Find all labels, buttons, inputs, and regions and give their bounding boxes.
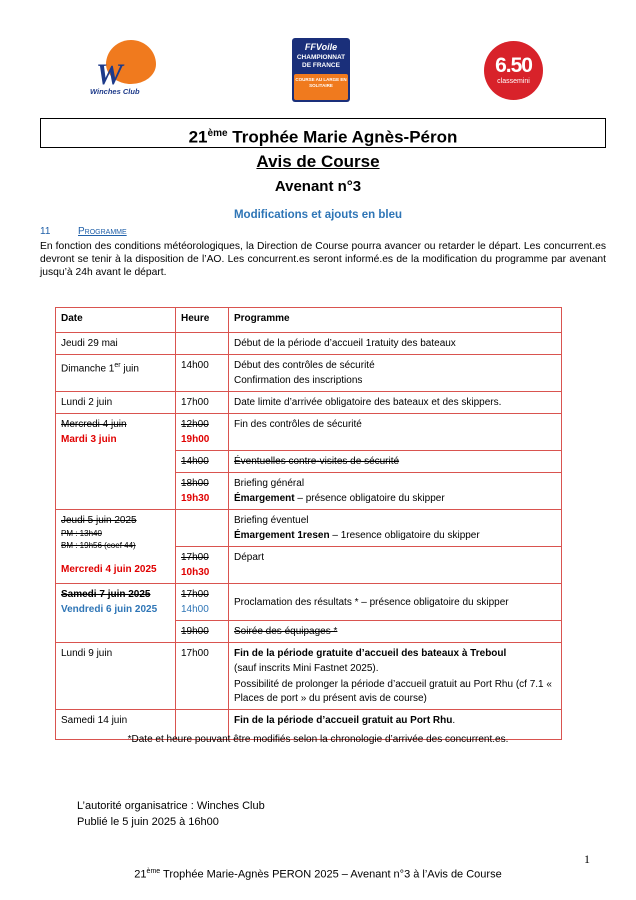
cell-prog: Début de la période d’accueil 1ratuity des bateaux: [229, 333, 562, 355]
mini-number: 6.50: [495, 54, 532, 77]
header-heure: Heure: [176, 308, 229, 333]
cell-date: Jeudi 29 mai: [56, 333, 176, 355]
ffvoile-brand: FFVoile: [304, 42, 338, 52]
time-new: 19h30: [181, 493, 210, 504]
table-row: [56, 392, 562, 414]
prog-line: Briefing général: [234, 478, 305, 489]
date-text: Dimanche 1: [61, 363, 115, 375]
time-old: 12h00: [181, 419, 209, 430]
table-row: [56, 584, 562, 621]
prog-line: Possibilité de prolonger la période d’accueil gratuit au Port Rhu (cf 7.1 « Places de port » du présent avis de course): [234, 679, 552, 704]
date-old: Mercredi 4 juin: [61, 419, 127, 430]
page-footer: [0, 868, 636, 881]
prog-rest: – présence obligatoire du skipper: [294, 493, 445, 504]
cell-prog: Départ: [229, 547, 562, 584]
intro-paragraph: En fonction des conditions météorologiques, la Direction de Course pourra avancer ou retarder le départ. Les concurrent.es devront se tenir à la disposition de l’AO. Les concurrent.es seront informé.es de la modification du programme par avenant jusqu’à 24h avant le départ.: [40, 241, 606, 278]
tide-bm: BM : 19h56 (coef 44): [61, 541, 136, 550]
time-old: 18h00: [181, 478, 209, 489]
cell-time: 14h00: [176, 451, 229, 473]
cell-date: [56, 584, 176, 643]
ffvoile-championnat: [292, 54, 350, 70]
published-line: Publié le 5 juin 2025 à 16h00: [77, 816, 219, 828]
table-row: [56, 355, 562, 392]
cell-prog: [229, 510, 562, 547]
table-row: [56, 414, 562, 451]
footer-rest: Trophée Marie-Agnès PERON 2025 – Avenant n°3 à l’Avis de Course: [160, 868, 502, 881]
ffvoile-logo: [292, 38, 350, 102]
tide-pm: PM : 13h40: [61, 529, 102, 538]
cell-prog: Fin des contrôles de sécurité: [229, 414, 562, 451]
cell-time: [176, 473, 229, 510]
date-old: Jeudi 5 juin 2025: [61, 515, 137, 526]
prog-line: Briefing éventuel: [234, 515, 309, 526]
prog-rest: – 1resence obligatoire du skipper: [329, 530, 480, 541]
header-programme: Programme: [229, 308, 562, 333]
organiser-line: L’autorité organisatrice : Winches Club: [77, 800, 265, 812]
cell-time: [176, 547, 229, 584]
date-new: Mercredi 4 juin 2025: [61, 564, 157, 575]
heading-avis-de-course: Avis de Course: [256, 152, 380, 171]
cell-date: Lundi 9 juin: [56, 643, 176, 710]
cell-time: [176, 510, 229, 547]
cell-date: [56, 510, 176, 584]
page-number: 1: [584, 852, 590, 866]
ffvoile-band-text: COURSE AU LARGE EN SOLITAIRE: [295, 77, 347, 88]
prog-rest: .: [452, 715, 456, 726]
title-num: 21: [188, 127, 208, 147]
cell-time: 17h00: [176, 392, 229, 414]
cell-prog: Proclamation des résultats * – présence obligatoire du skipper: [229, 584, 562, 621]
document-title: [40, 118, 606, 148]
prog-line: Fin de la période gratuite d’accueil des bateaux à Treboul: [234, 648, 507, 659]
mini-caption: classemini: [497, 78, 530, 85]
prog-bold: Fin de la période d’accueil gratuit au Port Rhu: [234, 715, 453, 726]
winches-club-logo: [88, 40, 158, 102]
cell-time: 14h00: [176, 355, 229, 392]
table-row: [56, 510, 562, 547]
classe-mini-logo: [484, 41, 543, 100]
cell-prog: Soirée des équipages *: [229, 621, 562, 643]
title-rest: Trophée Marie Agnès-Péron: [227, 127, 458, 147]
time-old: 17h00: [181, 552, 209, 563]
cell-date: Lundi 2 juin: [56, 392, 176, 414]
section-title: Programme: [78, 226, 127, 237]
time-old: 17h00: [181, 589, 209, 600]
cell-date: [56, 355, 176, 392]
time-new: 14h00: [181, 604, 209, 615]
prog-bold: Émargement 1resen: [234, 530, 330, 541]
prog-line: (sauf inscrits Mini Fastnet 2025).: [234, 663, 379, 674]
footnote: *Date et heure pouvant être modifiés selon la chronologie d’arrivée des concurrent.es.: [127, 734, 509, 745]
ffvoile-band: [294, 74, 348, 100]
header-date: Date: [56, 308, 176, 333]
date-old: Samedi 7 juin 2025: [61, 589, 151, 600]
cell-prog: [229, 473, 562, 510]
cell-time: 17h00: [176, 643, 229, 710]
modifications-note: Modifications et ajouts en bleu: [233, 209, 403, 221]
footer-sup: ème: [146, 868, 161, 875]
date-text-end: juin: [120, 363, 139, 375]
cell-prog: [229, 355, 562, 392]
footer-num: 21: [134, 868, 147, 881]
cell-time: [176, 333, 229, 355]
date-new: Vendredi 6 juin 2025: [61, 604, 158, 615]
cell-date: Samedi 14 juin: [56, 710, 176, 740]
table-row: [56, 643, 562, 710]
logo-mark: W: [96, 58, 123, 91]
date-new: Mardi 3 juin: [61, 434, 117, 445]
date-sup: er: [114, 362, 121, 369]
cell-prog: [229, 643, 562, 710]
table-header-row: [56, 308, 562, 333]
table-row: [56, 333, 562, 355]
ffvoile-line1: CHAMPIONNAT: [296, 54, 346, 61]
time-new: 19h00: [181, 434, 210, 445]
cell-time: 19h00: [176, 621, 229, 643]
prog-line: Confirmation des inscriptions: [234, 375, 363, 386]
prog-line: Début des contrôles de sécurité: [234, 360, 375, 371]
title-sup: ème: [207, 128, 228, 139]
prog-bold: Émargement: [234, 493, 295, 504]
cell-date: [56, 414, 176, 510]
programme-table: [55, 307, 562, 740]
cell-time: [176, 584, 229, 621]
time-new: 10h30: [181, 567, 210, 578]
heading-avenant: Avenant n°3: [274, 178, 362, 195]
cell-prog: Éventuelles contre-visites de sécurité: [229, 451, 562, 473]
ffvoile-line2: DE FRANCE: [302, 62, 340, 69]
logo-caption: Winches Club: [90, 87, 140, 96]
cell-prog: Date limite d’arrivée obligatoire des bateaux et des skippers.: [229, 392, 562, 414]
section-number: 11: [40, 226, 51, 237]
cell-time: [176, 414, 229, 451]
